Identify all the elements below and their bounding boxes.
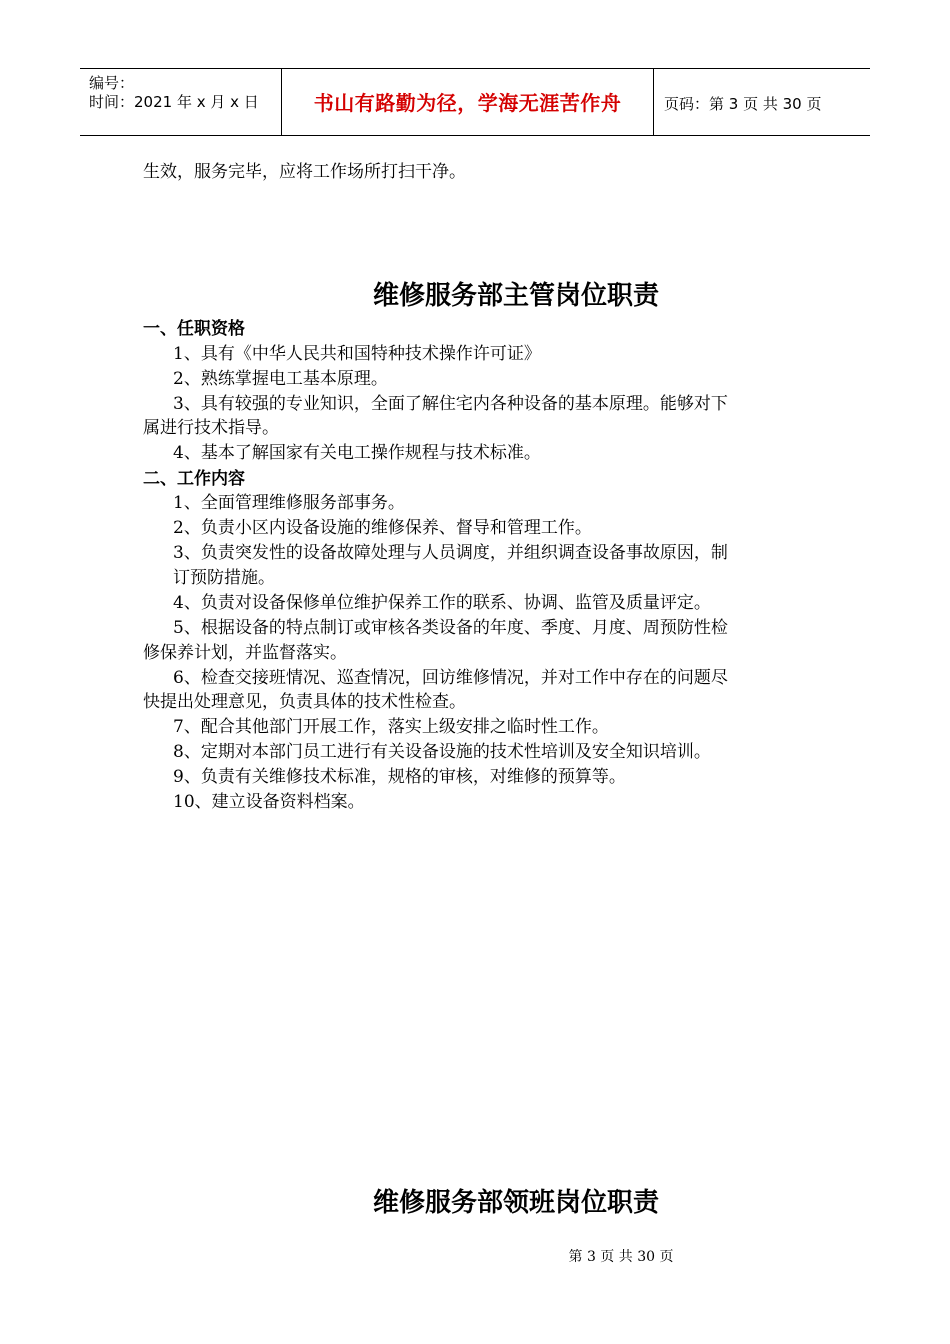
work-item-5: 5、根据设备的特点制订或审核各类设备的年度、季度、月度、周预防性检 — [173, 618, 728, 638]
work-content-heading: 二、工作内容 — [143, 469, 245, 489]
header-motto: 书山有路勤为径，学海无涯苦作舟 — [313, 91, 622, 115]
header-time-label: 时间：2021 年 x 月 x 日 — [89, 93, 259, 111]
work-item-5-cont: 修保养计划，并监督落实。 — [143, 643, 347, 663]
work-item-6: 6、检查交接班情况、巡查情况，回访维修情况，并对工作中存在的问题尽 — [173, 668, 728, 688]
qual-item-3: 3、具有较强的专业知识，全面了解住宅内各种设备的基本原理。能够对下 — [173, 394, 728, 414]
work-item-4: 4、负责对设备保修单位维护保养工作的联系、协调、监管及质量评定。 — [173, 593, 711, 613]
header-meta-cell — [80, 69, 282, 135]
page-footer: 第 3 页 共 30 页 — [568, 1249, 674, 1265]
document-header — [80, 68, 870, 136]
header-page-label: 页码：第 3 页 共 30 页 — [664, 95, 822, 113]
qual-item-1: 1、具有《中华人民共和国特种技术操作许可证》 — [173, 344, 541, 364]
qual-item-3-cont: 属进行技术指导。 — [143, 418, 279, 438]
section2-title: 维修服务部领班岗位职责 — [372, 1188, 659, 1218]
intro-line: 生效，服务完毕，应将工作场所打扫干净。 — [143, 162, 466, 182]
header-number-label: 编号： — [89, 74, 135, 92]
header-motto-cell — [282, 69, 654, 135]
work-item-7: 7、配合其他部门开展工作，落实上级安排之临时性工作。 — [173, 717, 609, 737]
section1-title: 维修服务部主管岗位职责 — [372, 281, 659, 311]
work-item-1: 1、全面管理维修服务部事务。 — [173, 493, 405, 513]
header-page-cell — [654, 69, 870, 135]
work-item-2: 2、负责小区内设备设施的维修保养、督导和管理工作。 — [173, 518, 592, 538]
work-item-10: 10、建立设备资料档案。 — [173, 792, 365, 812]
work-item-9: 9、负责有关维修技术标准，规格的审核，对维修的预算等。 — [173, 767, 626, 787]
work-item-8: 8、定期对本部门员工进行有关设备设施的技术性培训及安全知识培训。 — [173, 742, 711, 762]
work-item-3-cont: 订预防措施。 — [173, 568, 275, 588]
qual-item-2: 2、熟练掌握电工基本原理。 — [173, 369, 388, 389]
qual-item-4: 4、基本了解国家有关电工操作规程与技术标准。 — [173, 443, 541, 463]
work-item-3: 3、负责突发性的设备故障处理与人员调度，并组织调查设备事故原因，制 — [173, 543, 728, 563]
work-item-6-cont: 快提出处理意见，负责具体的技术性检查。 — [143, 692, 466, 712]
qualification-heading: 一、任职资格 — [143, 319, 245, 339]
